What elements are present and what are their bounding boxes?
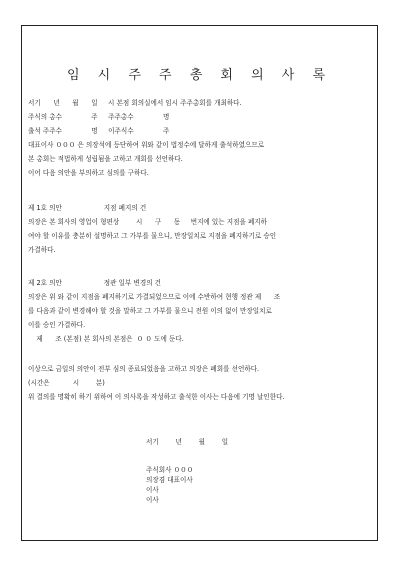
- opening-line: 서기 년 월 일 시 본점 회의실에서 임시 주주총회를 개최하다.: [28, 99, 242, 107]
- agenda1-line: 의장은 본 회사의 영업이 형편상 시 구 동 번지에 있는 지점을 폐지하: [28, 218, 268, 226]
- agenda2-heading: 제 2호 의안 정관 일부 변경의 건: [28, 279, 162, 287]
- opening-line: 이어 다음 의안을 부의하고 심의를 구하다.: [28, 169, 149, 177]
- document-title: 임 시 주 주 총 회 의 사 록: [66, 68, 333, 83]
- agenda2-line: 제 조 (본점) 본 회사의 본점은 ０ ０ 도에 둔다.: [28, 335, 184, 343]
- signature-date: 서기 년 월 일: [146, 438, 229, 446]
- document-frame: [21, 25, 378, 541]
- closing-line: 이상으로 금일의 의안이 전부 심의 종료되었음을 고하고 의장은 폐회를 선언하다.: [28, 365, 260, 373]
- agenda2-line: 를 다음과 같이 변경해야 할 것을 말하고 그 가부를 물으니 전원 이의 없이 만장일치로: [28, 307, 272, 315]
- agenda2-line: 의장은 위 와 같이 지점을 폐지하기로 가결되었으므로 이에 수반하여 현행 정관 제 조: [28, 293, 281, 301]
- signature-director: 이사: [146, 496, 159, 504]
- agenda1-line: 여야 할 이유를 충분히 설명하고 그 가부를 물으니, 만장일치로 지점을 폐지하기로 승인: [28, 232, 277, 240]
- closing-line: 위 결의를 명확히 하기 위하여 이 의사록을 작성하고 출석한 이사는 다음에 기명 날인한다.: [28, 393, 285, 401]
- agenda2-line: 이를 승인 가결하다.: [28, 321, 86, 329]
- opening-line: 출석 주주수 명 이주식수 주: [28, 127, 170, 135]
- opening-line: 주식의 총수 주 주주총수 명: [28, 113, 170, 121]
- agenda1-line: 가결하다.: [28, 246, 56, 254]
- signature-chair: 의장겸 대표이사: [146, 476, 193, 484]
- signature-company: 주식회사 ０００: [146, 466, 194, 474]
- opening-line: 대표이사 ０００ 은 의장석에 등단하여 위와 같이 법정수에 달하게 출석하였으므로: [28, 141, 265, 149]
- opening-line: 본 총회는 적법하게 성립됨을 고하고 개회를 선언하다.: [28, 155, 183, 163]
- signature-director: 이사: [146, 486, 159, 494]
- closing-time: (시간은 시 분): [28, 379, 105, 387]
- agenda1-heading: 제 1호 의안 지점 폐지의 건: [28, 204, 147, 212]
